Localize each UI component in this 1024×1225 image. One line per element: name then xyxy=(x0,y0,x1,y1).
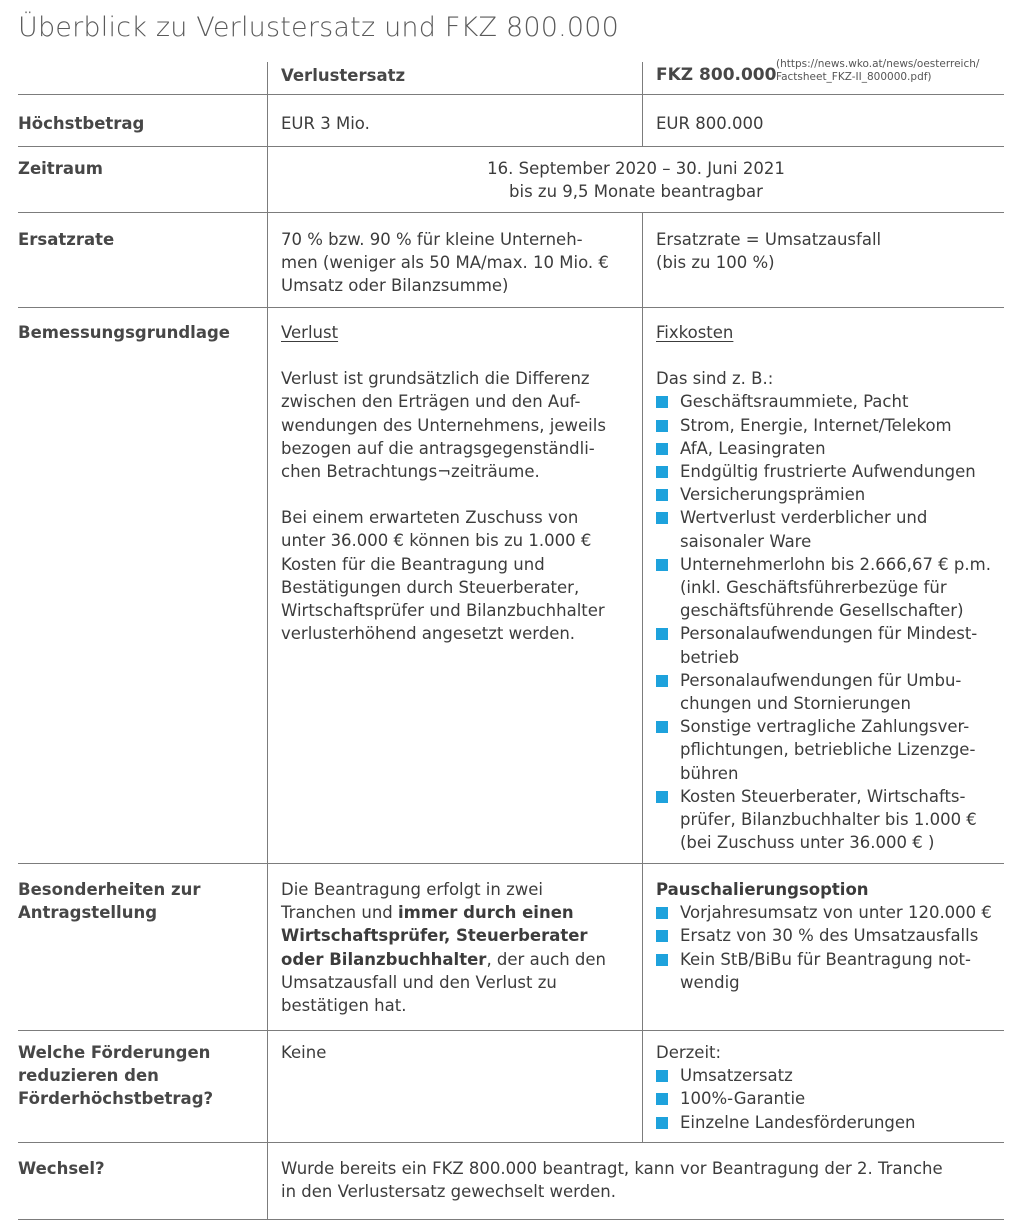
rule xyxy=(18,307,1004,308)
row-label-wechsel: Wechsel? xyxy=(18,1159,105,1178)
rule xyxy=(18,1142,1004,1143)
bemessung-verlust: Verlust Verlust ist grundsätzlich die Differenz zwischen den Erträgen und den Auf- wendungen des Unternehmens, jeweils bezogen auf die antragsgegenständli- chen Betrachtungs¬zeiträume. Bei einem erwarteten Zuschuss von unter 36.000 € können bis zu 1.000 € Kosten für die Beantragung und Bestätigungen durch Steuerberater, Wirtschaftsprüfer und Bilanzbuchhalter verlusterhöhend angesetzt werden. xyxy=(281,321,631,645)
header-verlustersatz: Verlustersatz xyxy=(281,66,406,85)
row-label-hoechstbetrag: Höchstbetrag xyxy=(18,114,145,133)
bullet-square-icon xyxy=(656,791,668,803)
list-item: Versicherungsprämien xyxy=(656,483,1001,506)
row-label-zeitraum: Zeitraum xyxy=(18,159,103,178)
list-item: Einzelne Landesförderungen xyxy=(656,1111,1001,1134)
row-label-besonderheiten: Besonderheiten zur Antragstellung xyxy=(18,880,201,923)
bemessung-fkz: Fixkosten Das sind z. B.: Geschäftsraummiete, Pacht Strom, Energie, Internet/Telekom AfA, Leasingraten Endgültig frustrierte Aufwendungen Versicherungsprämien Wertverlust verderblicher und saisonaler Ware Unternehmerlohn bis 2.666,67 € p.m. (inkl. Geschäftsführerbezüge für geschäftsführende Gesellschafter) Personalaufwendungen für Mindest- betrieb Personalaufwendungen für Umbu- chungen und Stornierungen Sonstige vertragliche Zahlungsver- pflichtungen, betriebliche Lizenzge- bühren Kosten Steuerberater, Wirtschafts- prüfer, Bilanzbuchhalter bis 1.000 € (bei Zuschuss unter 36.000 € ) xyxy=(656,321,1001,854)
foerderungen-fkz: Derzeit: Umsatzersatz 100%-Garantie Einzelne Landesförderungen xyxy=(656,1041,1001,1134)
rule xyxy=(18,1219,1004,1220)
list-item: Sonstige vertragliche Zahlungsver- pflichtungen, betriebliche Lizenzge- bühren xyxy=(656,715,1001,785)
list-item: Personalaufwendungen für Umbu- chungen und Stornierungen xyxy=(656,669,1001,715)
list-item: Wertverlust verderblicher und saisonaler Ware xyxy=(656,506,1001,552)
zeitraum-value: 16. September 2020 – 30. Juni 2021 bis zu 9,5 Monate beantragbar xyxy=(487,159,785,202)
rule xyxy=(18,863,1004,864)
list-item: Personalaufwendungen für Mindest- betrieb xyxy=(656,622,1001,668)
row-label-bemessungsgrundlage: Bemessungsgrundlage xyxy=(18,323,230,342)
rule xyxy=(18,94,1004,95)
source-note: (https://news.wko.at/news/oesterreich/ Factsheet_FKZ-II_800000.pdf) xyxy=(776,58,980,83)
bullet-square-icon xyxy=(656,420,668,432)
list-item: 100%-Garantie xyxy=(656,1087,1001,1110)
foerderungen-verlust: Keine xyxy=(281,1043,327,1062)
wechsel-value: Wurde bereits ein FKZ 800.000 beantragt, kann vor Beantragung der 2. Tranche in den Verlustersatz gewechselt werden. xyxy=(281,1159,943,1202)
list-item: Strom, Energie, Internet/Telekom xyxy=(656,414,1001,437)
rule xyxy=(18,1030,1004,1031)
list-item: Kosten Steuerberater, Wirtschafts- prüfer, Bilanzbuchhalter bis 1.000 € (bei Zuschuss unter 36.000 € ) xyxy=(656,785,1001,855)
list-item: Kein StB/BiBu für Beantragung not- wendig xyxy=(656,948,1001,994)
ersatzrate-fkz: Ersatzrate = Umsatzausfall (bis zu 100 %) xyxy=(656,230,882,273)
bullet-square-icon xyxy=(656,930,668,942)
column-divider xyxy=(642,62,643,146)
pauschalierung-heading: Pauschalierungsoption xyxy=(656,880,869,899)
rule xyxy=(18,212,1004,213)
rule xyxy=(18,146,1004,147)
header-fkz: FKZ 800.000 xyxy=(656,65,777,85)
bullet-square-icon xyxy=(656,396,668,408)
list-item: Geschäftsraummiete, Pacht xyxy=(656,390,1001,413)
column-divider xyxy=(267,62,268,1219)
bullet-square-icon xyxy=(656,675,668,687)
bullet-square-icon xyxy=(656,1070,668,1082)
bullet-square-icon xyxy=(656,954,668,966)
list-item: Ersatz von 30 % des Umsatzausfalls xyxy=(656,924,1001,947)
verlust-heading: Verlust xyxy=(281,323,339,342)
list-item: Vorjahresumsatz von unter 120.000 € xyxy=(656,901,1001,924)
hoechstbetrag-verlust: EUR 3 Mio. xyxy=(281,114,370,133)
bullet-square-icon xyxy=(656,512,668,524)
row-label-foerderungen: Welche Förderungen reduzieren den Förderhöchstbetrag? xyxy=(18,1043,214,1109)
bullet-square-icon xyxy=(656,1117,668,1129)
bullet-square-icon xyxy=(656,1093,668,1105)
list-item: Unternehmerlohn bis 2.666,67 € p.m. (inkl. Geschäftsführerbezüge für geschäftsführende Gesellschafter) xyxy=(656,553,1001,623)
row-label-ersatzrate: Ersatzrate xyxy=(18,230,115,249)
column-divider xyxy=(642,212,643,1142)
bullet-square-icon xyxy=(656,628,668,640)
bullet-square-icon xyxy=(656,443,668,455)
besonderheiten-fkz xyxy=(656,878,1001,994)
fixkosten-heading: Fixkosten xyxy=(656,323,734,342)
bullet-square-icon xyxy=(656,466,668,478)
besonderheiten-verlust: Die Beantragung erfolgt in zwei Tranchen und immer durch einen Wirtschaftsprüfer, Steuerberater oder Bilanzbuchhalter, der auch den Umsatzausfall und den Verlust zu bestätigen hat. xyxy=(281,880,607,1016)
list-item: Umsatzersatz xyxy=(656,1064,1001,1087)
hoechstbetrag-fkz: EUR 800.000 xyxy=(656,114,764,133)
bullet-square-icon xyxy=(656,559,668,571)
bullet-square-icon xyxy=(656,907,668,919)
bullet-square-icon xyxy=(656,489,668,501)
ersatzrate-verlust: 70 % bzw. 90 % für kleine Unterneh- men (weniger als 50 MA/max. 10 Mio. € Umsatz oder Bilanzsumme) xyxy=(281,230,609,296)
list-item: Endgültig frustrierte Aufwendungen xyxy=(656,460,1001,483)
bullet-square-icon xyxy=(656,721,668,733)
page-title: Überblick zu Verlustersatz und FKZ 800.000 xyxy=(18,12,620,43)
list-item: AfA, Leasingraten xyxy=(656,437,1001,460)
